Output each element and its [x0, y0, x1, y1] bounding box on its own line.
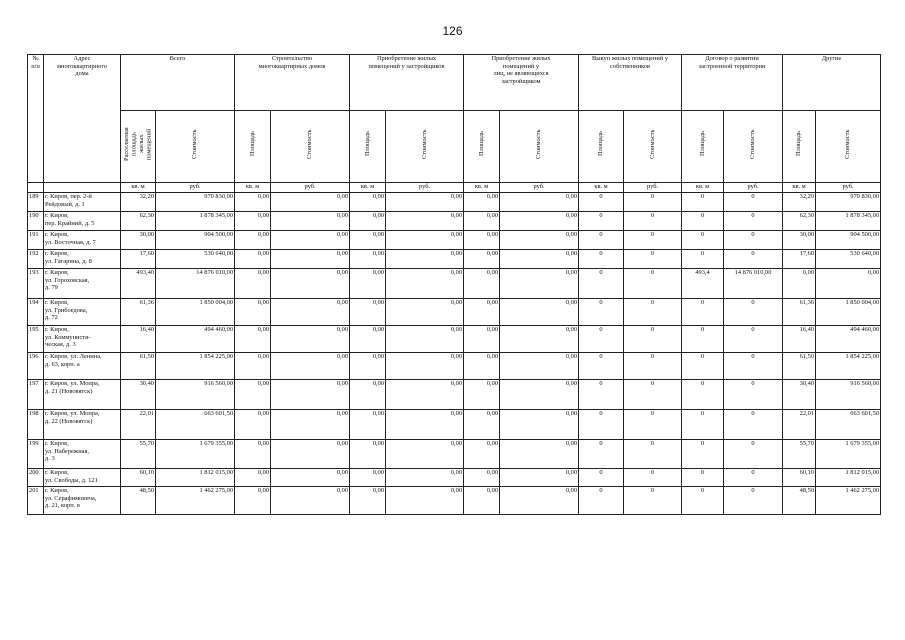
address-cell: г. Киров, ул. Набережная, д. 3	[44, 440, 121, 469]
area-cell: 0	[579, 410, 624, 440]
cost-cell: 0	[724, 299, 783, 326]
cost-cell: 0,00	[271, 469, 350, 487]
cost-cell: 904 500,00	[816, 231, 881, 250]
cost-cell: 0,00	[271, 250, 350, 269]
area-cell: 0,00	[235, 380, 271, 410]
cost-cell: 0,00	[500, 410, 579, 440]
table-row	[28, 487, 881, 515]
cost-cell: 1 854 225,00	[156, 353, 235, 380]
address-cell: г. Киров, ул. Восточная, д. 7	[44, 231, 121, 250]
area-cell: 0	[579, 231, 624, 250]
area-cell: 0	[579, 440, 624, 469]
unit-area: кв. м	[235, 183, 271, 193]
subheader-area: Площадь	[698, 131, 706, 157]
subheader-cost: Стоимость	[844, 129, 852, 159]
cost-cell: 494 460,00	[156, 326, 235, 353]
cost-cell: 0,00	[386, 410, 464, 440]
area-cell: 0,00	[350, 269, 386, 299]
address-cell: г. Киров, ул. Мопра, д. 22 (Нововятск)	[44, 410, 121, 440]
area-cell: 0	[682, 299, 724, 326]
subheader-resettled-area: Расселяемая площадь жилых помещений	[122, 127, 153, 161]
cost-cell: 0	[624, 326, 682, 353]
address-cell: г. Киров, ул. Свободы, д. 121	[44, 469, 121, 487]
cost-cell: 0	[624, 299, 682, 326]
cost-cell: 0,00	[271, 410, 350, 440]
area-cell: 0	[579, 212, 624, 231]
cost-cell: 0,00	[500, 231, 579, 250]
area-cell: 493,40	[121, 269, 156, 299]
area-cell: 0,00	[464, 469, 500, 487]
area-cell: 32,20	[783, 193, 816, 212]
cost-cell: 0	[724, 440, 783, 469]
area-cell: 16,40	[783, 326, 816, 353]
area-cell: 0,00	[464, 440, 500, 469]
cost-cell: 0	[724, 231, 783, 250]
unit-area: кв. м	[464, 183, 500, 193]
table-row	[28, 410, 881, 440]
cost-cell: 916 560,00	[156, 380, 235, 410]
area-cell: 0,00	[350, 193, 386, 212]
cost-cell: 0,00	[271, 440, 350, 469]
cost-cell: 0,00	[386, 269, 464, 299]
area-cell: 0,00	[464, 299, 500, 326]
area-cell: 0	[579, 193, 624, 212]
cost-cell: 1 878 345,00	[816, 212, 881, 231]
cost-cell: 494 460,00	[816, 326, 881, 353]
unit-area: кв. м	[783, 183, 816, 193]
area-cell: 0	[682, 440, 724, 469]
subheader-cost: Стоимость	[648, 129, 656, 159]
cost-cell: 0,00	[271, 212, 350, 231]
cost-cell: 0,00	[500, 353, 579, 380]
cost-cell: 0	[624, 212, 682, 231]
area-cell: 493,4	[682, 269, 724, 299]
table-row	[28, 380, 881, 410]
cost-cell: 904 500,00	[156, 231, 235, 250]
area-cell: 0,00	[464, 353, 500, 380]
cost-cell: 663 601,50	[156, 410, 235, 440]
cost-cell: 916 560,00	[816, 380, 881, 410]
row-number: 197	[28, 380, 44, 410]
cost-cell: 14 876 010,00	[156, 269, 235, 299]
area-cell: 48,50	[121, 487, 156, 515]
table-row	[28, 193, 881, 212]
cost-cell: 0,00	[386, 250, 464, 269]
area-cell: 0,00	[235, 326, 271, 353]
cost-cell: 0,00	[386, 487, 464, 515]
unit-area: кв. м	[682, 183, 724, 193]
area-cell: 55,70	[783, 440, 816, 469]
area-cell: 0	[579, 469, 624, 487]
area-cell: 0,00	[350, 410, 386, 440]
area-cell: 0	[682, 231, 724, 250]
table-row	[28, 250, 881, 269]
cost-cell: 0,00	[386, 469, 464, 487]
unit-area: кв. м	[121, 183, 156, 193]
subheader-area: Площадь	[248, 131, 256, 157]
area-cell: 0,00	[235, 353, 271, 380]
cost-cell: 0	[724, 326, 783, 353]
cost-cell: 0	[724, 410, 783, 440]
row-number: 200	[28, 469, 44, 487]
cost-cell: 0,00	[271, 269, 350, 299]
cost-cell: 1 462 275,00	[816, 487, 881, 515]
cost-cell: 1 679 355,00	[816, 440, 881, 469]
area-cell: 30,40	[783, 380, 816, 410]
header-group-construction: Строительство многоквартирных домов	[235, 55, 350, 111]
subheader-cost: Стоимость	[191, 129, 199, 159]
table-row	[28, 469, 881, 487]
unit-area: кв. м	[350, 183, 386, 193]
cost-cell: 0,00	[500, 440, 579, 469]
cost-cell: 0,00	[500, 212, 579, 231]
area-cell: 60,10	[121, 469, 156, 487]
area-cell: 0,00	[464, 212, 500, 231]
area-cell: 0	[579, 269, 624, 299]
table-row	[28, 440, 881, 469]
area-cell: 0,00	[464, 269, 500, 299]
area-cell: 0,00	[235, 269, 271, 299]
area-cell: 0,00	[464, 326, 500, 353]
cost-cell: 0	[624, 193, 682, 212]
area-cell: 30,00	[121, 231, 156, 250]
cost-cell: 0,00	[271, 193, 350, 212]
area-cell: 32,20	[121, 193, 156, 212]
cost-cell: 0,00	[500, 250, 579, 269]
area-cell: 30,00	[783, 231, 816, 250]
cost-cell: 0	[624, 231, 682, 250]
area-cell: 16,40	[121, 326, 156, 353]
area-cell: 0,00	[464, 380, 500, 410]
header-row-units	[28, 183, 881, 193]
area-cell: 61,36	[121, 299, 156, 326]
cost-cell: 530 640,00	[816, 250, 881, 269]
area-cell: 61,50	[783, 353, 816, 380]
cost-cell: 1 850 004,00	[816, 299, 881, 326]
area-cell: 0	[682, 212, 724, 231]
area-cell: 61,36	[783, 299, 816, 326]
area-cell: 0,00	[235, 299, 271, 326]
row-number: 193	[28, 269, 44, 299]
area-cell: 62,30	[121, 212, 156, 231]
cost-cell: 0	[724, 250, 783, 269]
cost-cell: 0,00	[386, 353, 464, 380]
subheader-area: Площадь	[597, 131, 605, 157]
cost-cell: 970 830,00	[156, 193, 235, 212]
header-group-non-developers: Приобретение жилых помещений у лиц, не являющихся застройщиком	[464, 55, 579, 111]
area-cell: 0,00	[350, 299, 386, 326]
subheader-cost: Стоимость	[749, 129, 757, 159]
cost-cell: 663 601,50	[816, 410, 881, 440]
area-cell: 0	[579, 326, 624, 353]
area-cell: 0	[682, 380, 724, 410]
cost-cell: 0	[724, 212, 783, 231]
address-cell: г. Киров, ул. Мопра, д. 21 (Нововятск)	[44, 380, 121, 410]
address-cell: г. Киров, пер. 2-й Рейдовый, д. 1	[44, 193, 121, 212]
header-address: Адрес многоквартирного дома	[44, 55, 121, 183]
subheader-cost: Стоимость	[306, 129, 314, 159]
area-cell: 60,10	[783, 469, 816, 487]
area-cell: 0	[579, 353, 624, 380]
row-number: 191	[28, 231, 44, 250]
cost-cell: 530 640,00	[156, 250, 235, 269]
cost-cell: 0,00	[386, 380, 464, 410]
header-row-groups	[28, 55, 881, 111]
area-cell: 0,00	[235, 440, 271, 469]
cost-cell: 0,00	[500, 193, 579, 212]
cost-cell: 1 462 275,00	[156, 487, 235, 515]
area-cell: 0,00	[235, 469, 271, 487]
area-cell: 0	[682, 193, 724, 212]
cost-cell: 1 812 015,00	[816, 469, 881, 487]
area-cell: 55,70	[121, 440, 156, 469]
address-cell: г. Киров, ул. Гагарина, д. 8	[44, 250, 121, 269]
cost-cell: 0,00	[500, 269, 579, 299]
cost-cell: 14 876 010,00	[724, 269, 783, 299]
cost-cell: 0,00	[271, 380, 350, 410]
area-cell: 0	[682, 353, 724, 380]
cost-cell: 0,00	[500, 469, 579, 487]
cost-cell: 0,00	[271, 299, 350, 326]
cost-cell: 0	[624, 487, 682, 515]
area-cell: 0,00	[350, 231, 386, 250]
row-number: 189	[28, 193, 44, 212]
area-cell: 0,00	[350, 250, 386, 269]
area-cell: 30,40	[121, 380, 156, 410]
unit-cost: руб.	[724, 183, 783, 193]
address-cell: г. Киров, ул. Серафимовича, д. 21, корп. в	[44, 487, 121, 515]
unit-cost: руб.	[156, 183, 235, 193]
cost-cell: 970 830,00	[816, 193, 881, 212]
area-cell: 61,50	[121, 353, 156, 380]
area-cell: 0,00	[235, 250, 271, 269]
cost-cell: 0,00	[386, 231, 464, 250]
cost-cell: 1 812 015,00	[156, 469, 235, 487]
area-cell: 0	[682, 487, 724, 515]
subheader-cost: Стоимость	[535, 129, 543, 159]
header-row-subcolumns	[28, 111, 881, 183]
cost-cell: 0,00	[500, 326, 579, 353]
row-number: 201	[28, 487, 44, 515]
area-cell: 22,01	[783, 410, 816, 440]
unit-cost: руб.	[386, 183, 464, 193]
cost-cell: 0	[724, 487, 783, 515]
cost-cell: 1 878 345,00	[156, 212, 235, 231]
row-number: 199	[28, 440, 44, 469]
header-num: № п/п	[28, 55, 44, 183]
area-cell: 0,00	[235, 212, 271, 231]
cost-cell: 0	[624, 440, 682, 469]
area-cell: 0,00	[350, 212, 386, 231]
cost-cell: 0,00	[271, 231, 350, 250]
area-cell: 0	[579, 487, 624, 515]
area-cell: 0	[579, 250, 624, 269]
page-number: 126	[442, 24, 463, 38]
header-group-other: Другие	[783, 55, 881, 111]
area-cell: 0,00	[350, 380, 386, 410]
area-cell: 0,00	[783, 269, 816, 299]
area-cell: 0,00	[464, 231, 500, 250]
area-cell: 0,00	[464, 487, 500, 515]
area-cell: 0	[579, 380, 624, 410]
table-row	[28, 353, 881, 380]
area-cell: 17,60	[121, 250, 156, 269]
cost-cell: 0,00	[386, 326, 464, 353]
cost-cell: 0	[624, 410, 682, 440]
table-row	[28, 326, 881, 353]
area-cell: 17,60	[783, 250, 816, 269]
area-cell: 0	[682, 469, 724, 487]
table-row	[28, 212, 881, 231]
area-cell: 0,00	[350, 353, 386, 380]
area-cell: 0,00	[464, 250, 500, 269]
cost-cell: 0	[624, 380, 682, 410]
cost-cell: 1 850 004,00	[156, 299, 235, 326]
address-cell: г. Киров, ул. Коммунисти- ческая, д. 3	[44, 326, 121, 353]
cost-cell: 0,00	[500, 299, 579, 326]
row-number: 192	[28, 250, 44, 269]
header-group-development: Договор о развитии застроенной территории	[682, 55, 783, 111]
area-cell: 0,00	[235, 193, 271, 212]
area-cell: 22,01	[121, 410, 156, 440]
area-cell: 0,00	[350, 469, 386, 487]
cost-cell: 0,00	[500, 487, 579, 515]
cost-cell: 0	[624, 269, 682, 299]
subheader-area: Площадь	[363, 131, 371, 157]
cost-cell: 0	[724, 469, 783, 487]
header-group-buyout: Выкуп жилых помещений у собственников	[579, 55, 682, 111]
cost-cell: 0	[724, 193, 783, 212]
area-cell: 0,00	[464, 410, 500, 440]
address-cell: г. Киров, пер. Крайний, д. 5	[44, 212, 121, 231]
cost-cell: 0	[724, 353, 783, 380]
subheader-area: Площадь	[477, 131, 485, 157]
cost-cell: 1 679 355,00	[156, 440, 235, 469]
cost-cell: 0,00	[271, 487, 350, 515]
table-body	[28, 193, 881, 515]
cost-cell: 0	[624, 250, 682, 269]
cost-cell: 1 854 225,00	[816, 353, 881, 380]
area-cell: 0,00	[464, 193, 500, 212]
header-group-total: Всего	[121, 55, 235, 111]
row-number: 190	[28, 212, 44, 231]
address-cell: г. Киров, ул. Ленина, д. 63, корп. а	[44, 353, 121, 380]
row-number: 196	[28, 353, 44, 380]
area-cell: 0	[682, 250, 724, 269]
area-cell: 0,00	[235, 231, 271, 250]
area-cell: 0,00	[235, 410, 271, 440]
cost-cell: 0,00	[500, 380, 579, 410]
cost-cell: 0,00	[386, 299, 464, 326]
cost-cell: 0	[624, 469, 682, 487]
cost-cell: 0,00	[816, 269, 881, 299]
table-row	[28, 231, 881, 250]
area-cell: 0	[682, 410, 724, 440]
area-cell: 0	[579, 299, 624, 326]
subheader-cost: Стоимость	[420, 129, 428, 159]
unit-area: кв. м	[579, 183, 624, 193]
address-cell: г. Киров, ул. Гороховская, д. 79	[44, 269, 121, 299]
cost-cell: 0,00	[271, 326, 350, 353]
cost-cell: 0,00	[271, 353, 350, 380]
unit-cost: руб.	[500, 183, 579, 193]
area-cell: 0,00	[350, 487, 386, 515]
header-group-developers: Приобретение жилых помещений у застройщиков	[350, 55, 464, 111]
row-number: 198	[28, 410, 44, 440]
cost-cell: 0,00	[386, 440, 464, 469]
row-number: 194	[28, 299, 44, 326]
table-row	[28, 269, 881, 299]
area-cell: 0,00	[350, 326, 386, 353]
table-row	[28, 299, 881, 326]
area-cell: 0,00	[350, 440, 386, 469]
row-number: 195	[28, 326, 44, 353]
housing-resettlement-table	[27, 54, 881, 515]
unit-cost: руб.	[816, 183, 881, 193]
cost-cell: 0	[724, 380, 783, 410]
area-cell: 62,30	[783, 212, 816, 231]
cost-cell: 0	[624, 353, 682, 380]
unit-cost: руб.	[624, 183, 682, 193]
area-cell: 0	[682, 326, 724, 353]
cost-cell: 0,00	[386, 212, 464, 231]
unit-cost: руб.	[271, 183, 350, 193]
address-cell: г. Киров, ул. Грибоедова, д. 72	[44, 299, 121, 326]
cost-cell: 0,00	[386, 193, 464, 212]
subheader-area: Площадь	[795, 131, 803, 157]
area-cell: 0,00	[235, 487, 271, 515]
area-cell: 48,50	[783, 487, 816, 515]
